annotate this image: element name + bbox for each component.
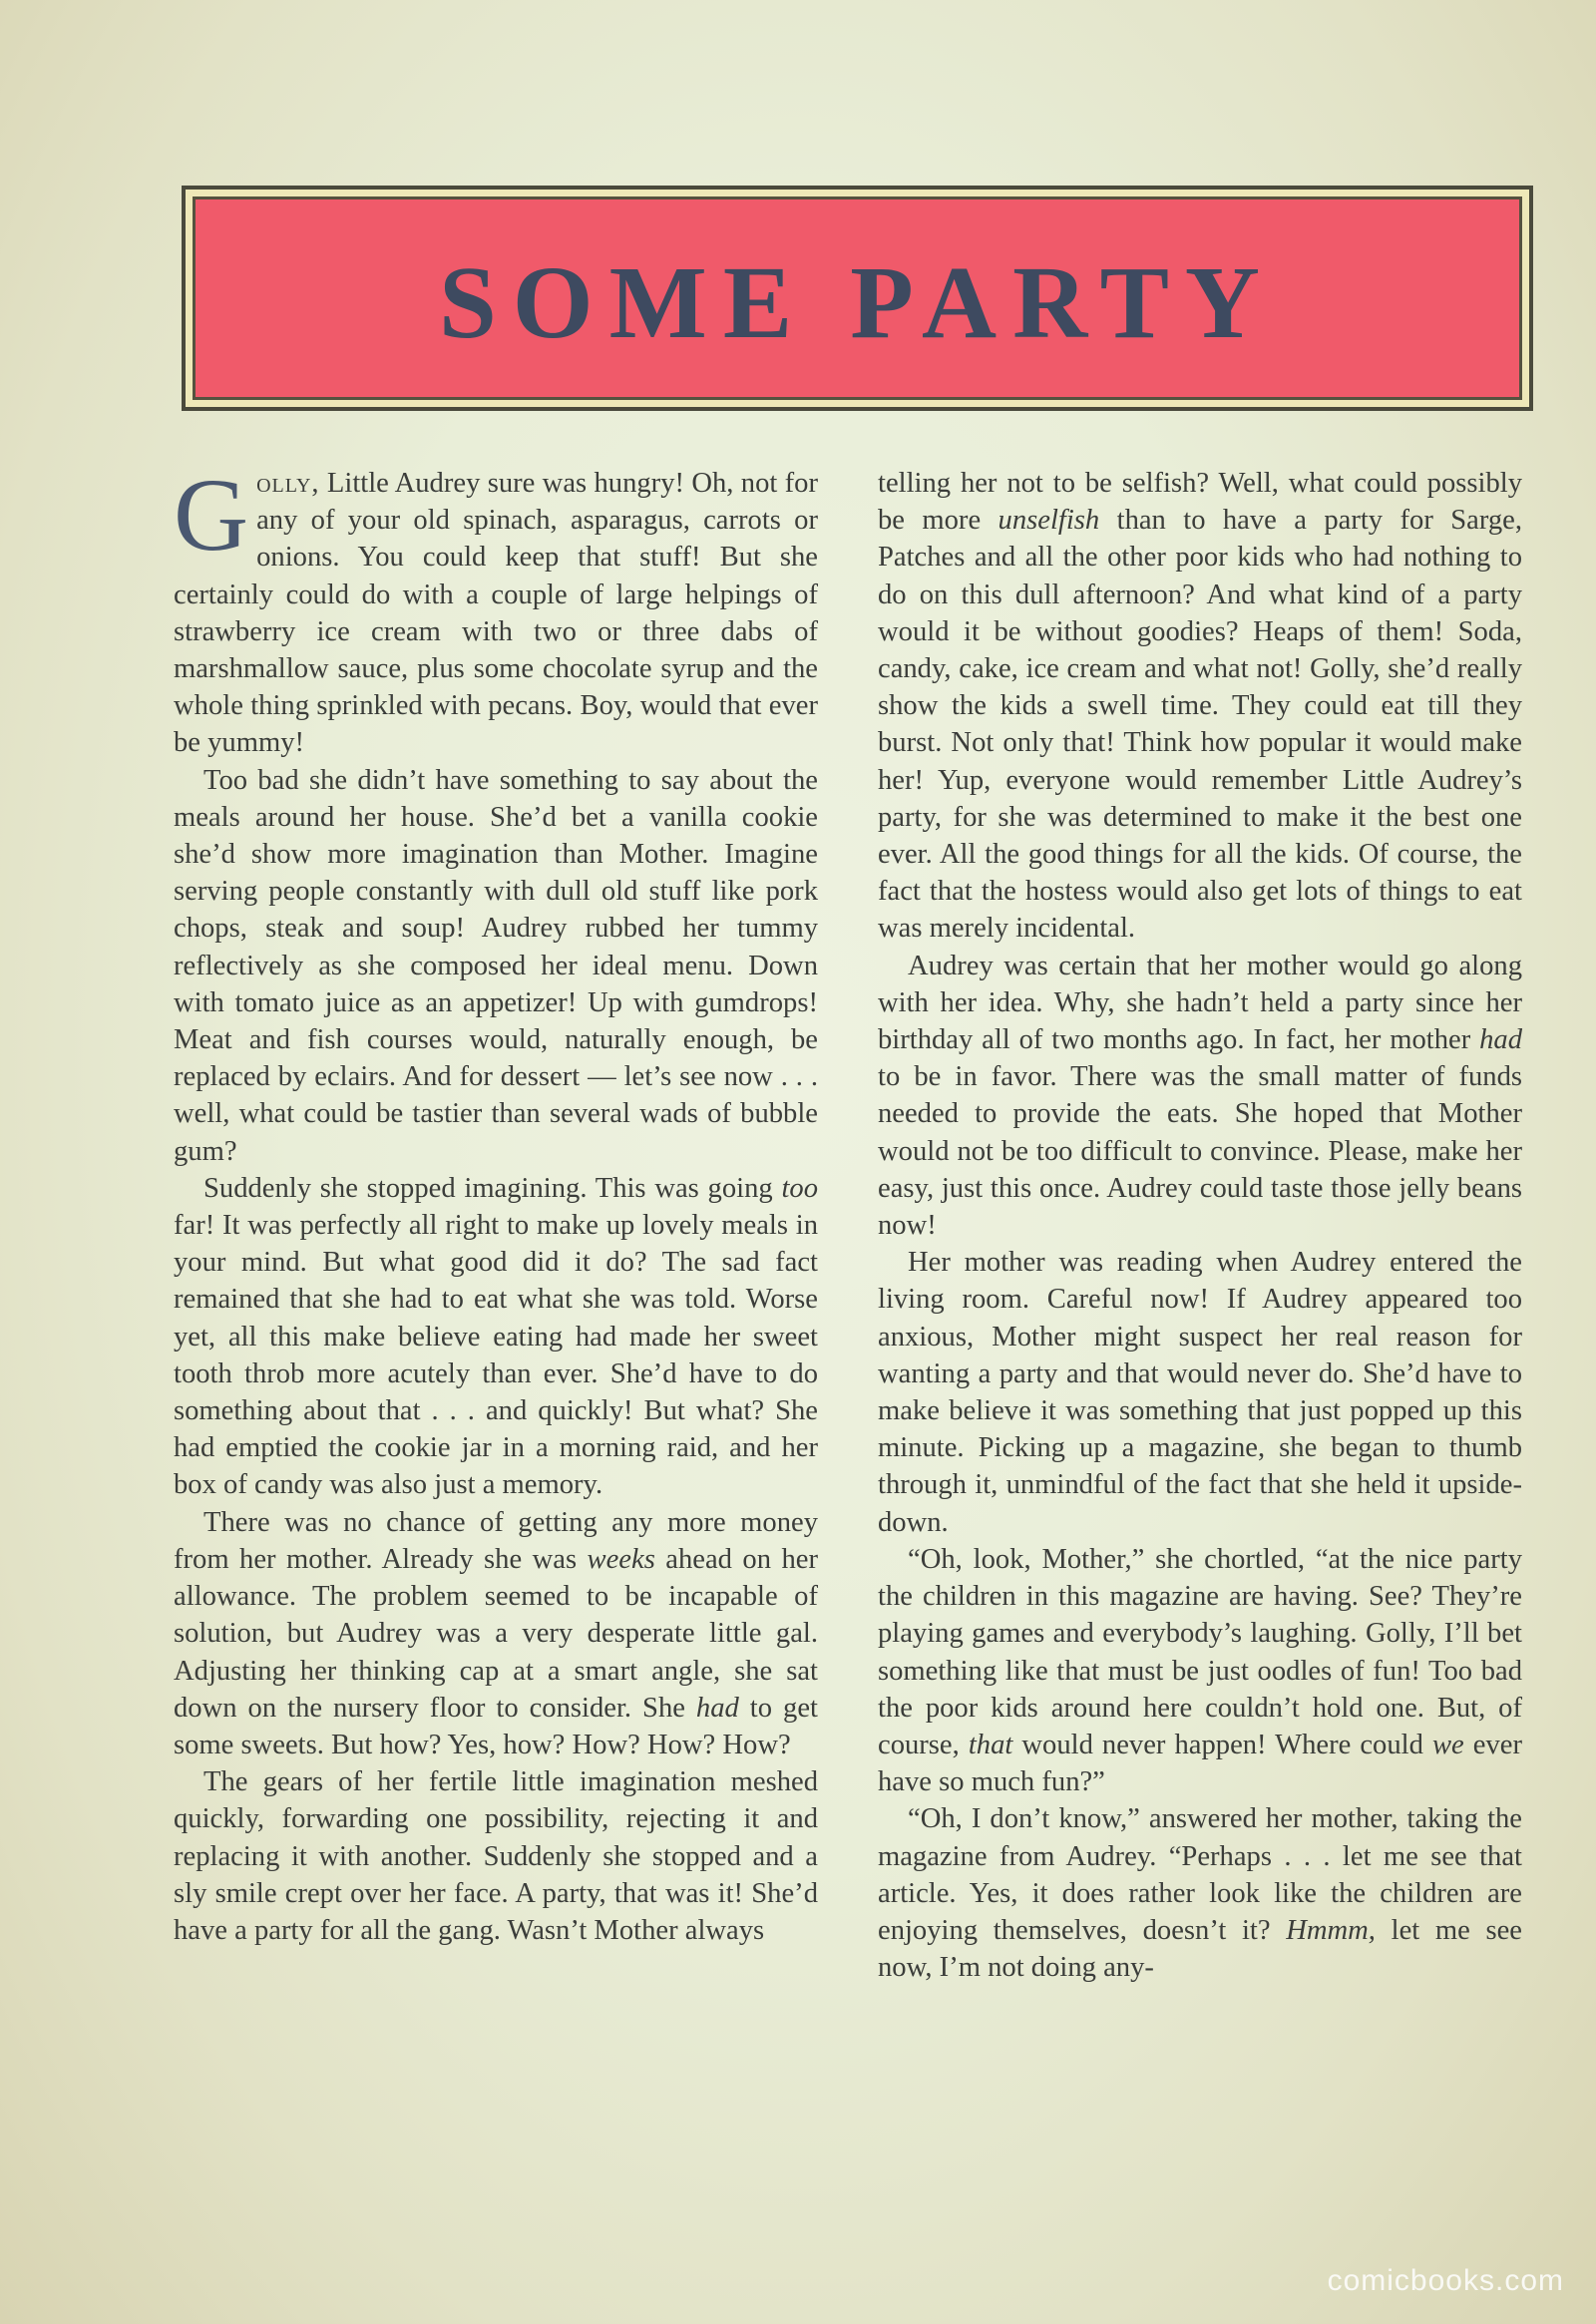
drop-cap: G [174,458,249,573]
text-run: ahead on her allowance. The problem seemed to be incapable of solution, but Audrey was a very desperate little gal. Adjusting her thinking cap at a smart angle, she sat down on the nursery floor to consider. She [174,1543,818,1724]
text-run: Suddenly she stopped imagining. This was going [203,1172,782,1204]
opening-paragraph [174,458,818,762]
paragraph [174,762,818,1170]
italic-text-run: had [1479,1024,1522,1056]
text-run: The gears of her fertile little imagination meshed quickly, forwarding one possibility, rejecting it and replacing it with another. Suddenly she stopped and a sly smile crept over her face. A party, that was it! She’d have a party for all the gang. Wasn’t Mother always [174,1766,818,1946]
text-run: Too bad she didn’t have something to say about the meals around her house. She’d bet a vanilla cookie she’d show more imagination than Mother. Imagine serving people constantly with dull old stuff like pork chops, steak and soup! Audrey rubbed her tummy reflectively as she composed her ideal menu. Down with tomato juice as an appetizer! Up with gumdrops! Meat and fish courses would, naturally enough, be replaced by eclairs. And for dessert — let’s see now . . . well, what could be tastier than several wads of bubble gum? [174,764,818,1167]
text-run: telling her not to be selfish? Well, what could possibly be more [878,468,1522,537]
italic-text-run: weeks [587,1543,655,1575]
text-run: would never happen! Where could [1012,1729,1432,1760]
text-run: Her mother was reading when Audrey entered the living room. Careful now! If Audrey appeared too anxious, Mother might suspect her real reason for wanting a party and that would never do. She’d have to make believe it was something that just popped up this minute. Picking up a magazine, she began to thumb through it, unmindful of the fact that she held it upside-down. [878,1247,1522,1538]
paragraph [878,1244,1522,1541]
italic-text-run: Hmmm, [1286,1914,1376,1946]
text-run: ever have so much fun?” [878,1729,1522,1798]
text-run: “Oh, look, Mother,” she chortled, “at the nice party the children in this magazine are having. See? They’re playing games and everybody’s laughing. Golly, I’ll bet something like that must be just oodles of fun! Too bad the poor kids around here couldn’t hold one. But, of course, [878,1543,1522,1760]
site-watermark: comicbooks.com [1327,2264,1564,2297]
text-run: to be in favor. There was the small matter of funds needed to provide the eats. She hoped that Mother would not be too difficult to convince. Please, make her easy, just this once. Audrey could taste those jelly beans now! [878,1061,1522,1242]
italic-text-run: unselfish [998,505,1100,537]
title-banner [182,186,1533,411]
text-run: to get some sweets. But how? Yes, how? How? How? How? [174,1692,818,1760]
left-text-column [174,458,818,1949]
text-run: far! It was perfectly all right to make up lovely meals in your mind. But what good did it do? The sad fact remained that she had to eat what she was told. Worse yet, all this make believe eating had made her sweet tooth throb more acutely than ever. She’d have to do something about that . . . and quickly! But what? She had emptied the cookie jar in a morning raid, and her box of candy was also just a memory. [174,1210,818,1501]
text-run: than to have a party for Sarge, Patches and all the other poor kids who had nothing to do on this dull afternoon? And what kind of a party would it be without goodies? Heaps of them! Soda, candy, cake, ice cream and what not! Golly, she’d really show the kids a swell time. They could eat till they burst. Not only that! Think how popular it would make her! Yup, everyone would remember Little Audrey’s party, for she was determined to make it the best one ever. All the good things for all the kids. Of course, the fact that the hostess would also get lots of things to eat was merely incidental. [878,505,1522,945]
text-run: let me see now, I’m not doing any- [878,1914,1522,1984]
text-run: There was no chance of getting any more money from her mother. Already she was [174,1506,818,1575]
paragraph [878,948,1522,1245]
paragraph [878,1541,1522,1800]
text-run: Audrey was certain that her mother would go along with her idea. Why, she hadn’t held a party since her birthday all of two months ago. In fact, her mother [878,950,1522,1056]
page-title: SOME PARTY [438,244,1277,360]
italic-text-run: that [968,1729,1013,1760]
text-run: “Oh, I don’t know,” answered her mother, taking the magazine from Audrey. “Perhaps . . . let me see that article. Yes, it does rather look like the children are enjoying themselves, doesn’t it? [878,1803,1522,1946]
paragraph [878,1800,1522,1986]
italic-text-run: we [1431,1729,1464,1760]
italic-text-run: had [695,1692,739,1724]
paragraph [174,1504,818,1763]
paragraph [174,1170,818,1504]
right-text-column [878,465,1522,1986]
text-run: Little Audrey sure was hungry! Oh, not for any of your old spinach, asparagus, carrots or onions. You could keep that stuff! But she certainly could do with a couple of large helpings of strawberry ice cream with two or three dabs of marshmallow sauce, plus some chocolate syrup and the whole thing sprinkled with pecans. Boy, would that ever be yummy! [174,468,818,759]
title-banner-inner [193,196,1522,400]
paragraph [174,1763,818,1949]
italic-text-run: too [781,1172,818,1204]
opening-small-caps: olly, [256,468,320,499]
continued-paragraph [878,465,1522,948]
opening-runs [174,458,818,759]
